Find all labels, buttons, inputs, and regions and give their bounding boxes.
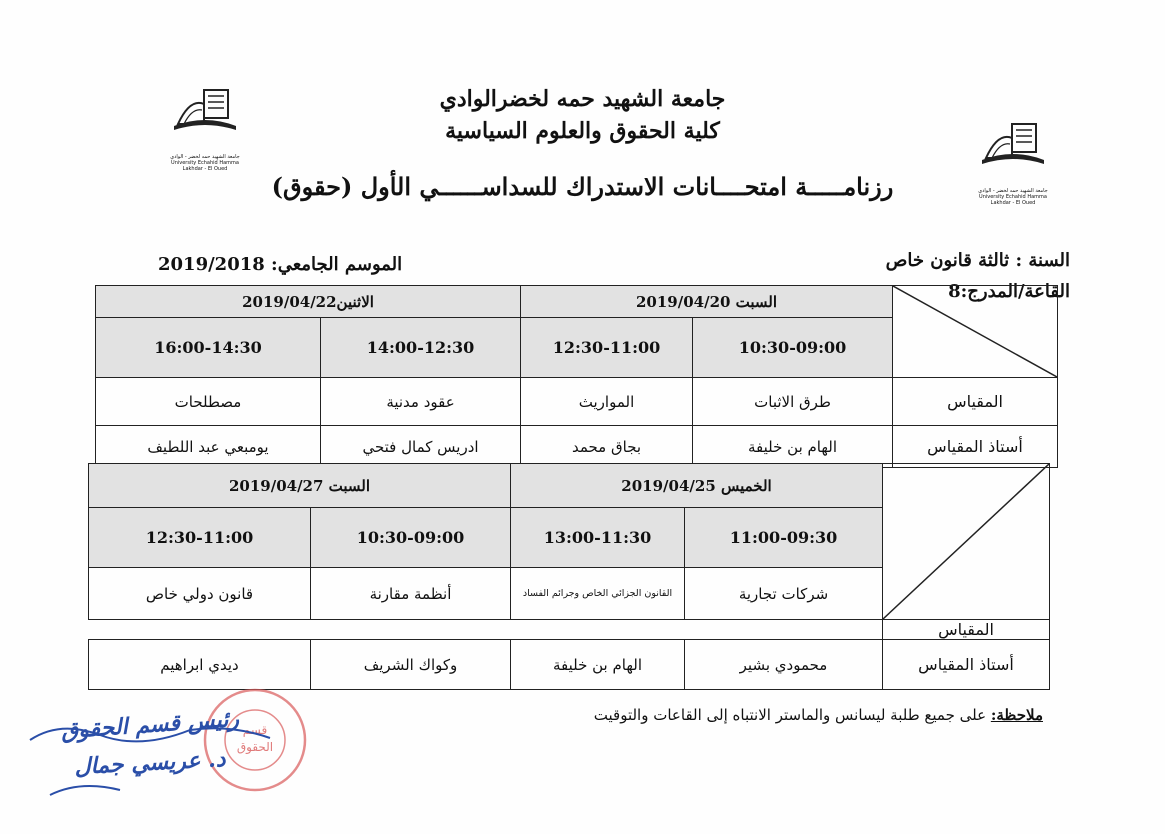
corner-cell (883, 464, 1050, 620)
module-cell: قانون دولي خاص (89, 568, 311, 620)
time-slot: 14:00-12:30 (321, 318, 521, 378)
time-slot: 12:30-11:00 (521, 318, 693, 378)
professor-cell: الهام بن خليفة (511, 640, 685, 690)
schedule-table-week1 (95, 285, 1058, 468)
time-slot: 16:00-14:30 (96, 318, 321, 378)
university-name: جامعة الشهيد حمه لخضرالوادي (439, 86, 726, 112)
module-row-label: المقياس (883, 620, 1050, 640)
signature-stroke-icon (20, 700, 280, 810)
professor-cell: وكواك الشريف (311, 640, 511, 690)
professor-row-label: أستاذ المقياس (883, 640, 1050, 690)
day-header: الاثنين2019/04/22 (96, 286, 521, 318)
professor-cell: الهام بن خليفة (693, 426, 893, 468)
time-slot: 13:00-11:30 (511, 508, 685, 568)
professor-cell: ادريس كمال فتحي (321, 426, 521, 468)
table-row (96, 378, 1058, 426)
module-cell: مصطلحات (96, 378, 321, 426)
table-row (96, 286, 1058, 318)
logo-caption-ar: جامعة الشهيد حمه لخضر - الوادي (170, 154, 240, 160)
professor-cell: محمودي بشير (685, 640, 883, 690)
logo-caption-en: University Echahid Hamma Lakhdar - El Oued (171, 160, 239, 172)
year-label: السنة : ثالثة قانون خاص (885, 250, 1070, 271)
university-logo-left (170, 84, 240, 172)
note-text: على جميع طلبة ليسانس والماستر الانتباه إلى القاعات والتوقيت (593, 706, 987, 724)
time-slot: 11:00-09:30 (685, 508, 883, 568)
university-logo-icon (170, 84, 240, 150)
module-cell: عقود مدنية (321, 378, 521, 426)
day-header: الخميس 2019/04/25 (511, 464, 883, 508)
professor-cell: بجاق محمد (521, 426, 693, 468)
logo-caption-en: University Echahid Hamma Lakhdar - El Oued (979, 194, 1047, 206)
logo-caption-ar: جامعة الشهيد حمه لخضر - الوادي (978, 188, 1048, 194)
note (594, 706, 1043, 724)
professor-cell: يومبعي عبد اللطيف (96, 426, 321, 468)
module-cell: القانون الجزائي الخاص وجرائم الفساد (511, 568, 685, 620)
time-slot: 10:30-09:00 (693, 318, 893, 378)
module-cell: المواريث (521, 378, 693, 426)
university-logo-right (978, 118, 1048, 206)
module-cell: أنظمة مقارنة (311, 568, 511, 620)
university-logo-icon (978, 118, 1048, 184)
stamp-text-2: الحقوق (236, 740, 274, 754)
professor-row-label: أستاذ المقياس (893, 426, 1058, 468)
time-slot: 10:30-09:00 (311, 508, 511, 568)
signature-title: رئيس قسم الحقوق (60, 705, 240, 745)
module-cell: طرق الاثبات (693, 378, 893, 426)
module-row-label: المقياس (893, 378, 1058, 426)
faculty-name: كلية الحقوق والعلوم السياسية (445, 118, 720, 144)
day-header: السبت 2019/04/20 (521, 286, 893, 318)
table-row (89, 464, 1050, 508)
signature-name: د. عريسي جمال (73, 746, 227, 780)
module-cell: شركات تجارية (685, 568, 883, 620)
room-label: القاعة/المدرج:8 (948, 281, 1070, 302)
time-slot: 12:30-11:00 (89, 508, 311, 568)
table-row (96, 426, 1058, 468)
corner-cell (893, 286, 1058, 378)
season-label: الموسم الجامعي: 2019/2018 (158, 254, 403, 275)
page-title: رزنامـــــة امتحــــانات الاستدراك للسداســــــي الأول (حقوق) (271, 172, 894, 201)
table-row (89, 640, 1050, 690)
stamp-text-1: قسم (242, 723, 268, 737)
note-label: ملاحظة: (990, 706, 1043, 724)
schedule-table-week2 (88, 463, 1050, 690)
day-header: السبت 2019/04/27 (89, 464, 511, 508)
professor-cell: ديدي ابراهيم (89, 640, 311, 690)
table-row-spacer (89, 620, 1050, 640)
